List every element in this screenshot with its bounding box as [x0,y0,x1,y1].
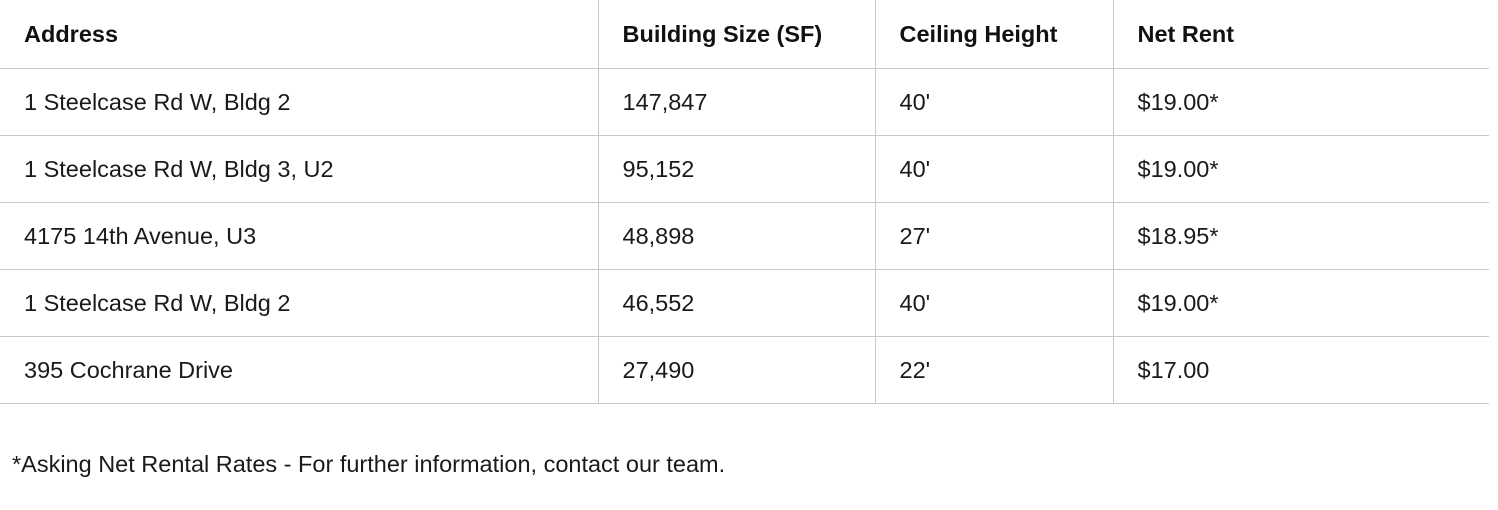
cell-ceiling-height: 22' [875,337,1113,404]
cell-net-rent: $19.00* [1113,136,1489,203]
cell-net-rent: $17.00 [1113,337,1489,404]
table-row [0,69,1489,136]
column-header-ceiling-height: Ceiling Height [875,0,1113,69]
table-body [0,69,1489,404]
table-header [0,0,1489,69]
cell-address: 1 Steelcase Rd W, Bldg 2 [0,69,598,136]
cell-address: 395 Cochrane Drive [0,337,598,404]
footnote-text: *Asking Net Rental Rates - For further information, contact our team. [12,451,726,477]
cell-ceiling-height: 27' [875,203,1113,270]
cell-address: 4175 14th Avenue, U3 [0,203,598,270]
cell-net-rent: $19.00* [1113,69,1489,136]
cell-net-rent: $19.00* [1113,270,1489,337]
cell-ceiling-height: 40' [875,270,1113,337]
column-header-address: Address [0,0,598,69]
cell-building-size: 147,847 [598,69,875,136]
column-header-building-size: Building Size (SF) [598,0,875,69]
table-row [0,337,1489,404]
cell-building-size: 46,552 [598,270,875,337]
cell-address: 1 Steelcase Rd W, Bldg 2 [0,270,598,337]
column-header-net-rent: Net Rent [1113,0,1489,69]
table-row [0,136,1489,203]
cell-net-rent: $18.95* [1113,203,1489,270]
cell-ceiling-height: 40' [875,136,1113,203]
table-row [0,203,1489,270]
cell-building-size: 95,152 [598,136,875,203]
cell-building-size: 48,898 [598,203,875,270]
cell-building-size: 27,490 [598,337,875,404]
cell-address: 1 Steelcase Rd W, Bldg 3, U2 [0,136,598,203]
table-row [0,270,1489,337]
cell-ceiling-height: 40' [875,69,1113,136]
table-header-row [0,0,1489,69]
